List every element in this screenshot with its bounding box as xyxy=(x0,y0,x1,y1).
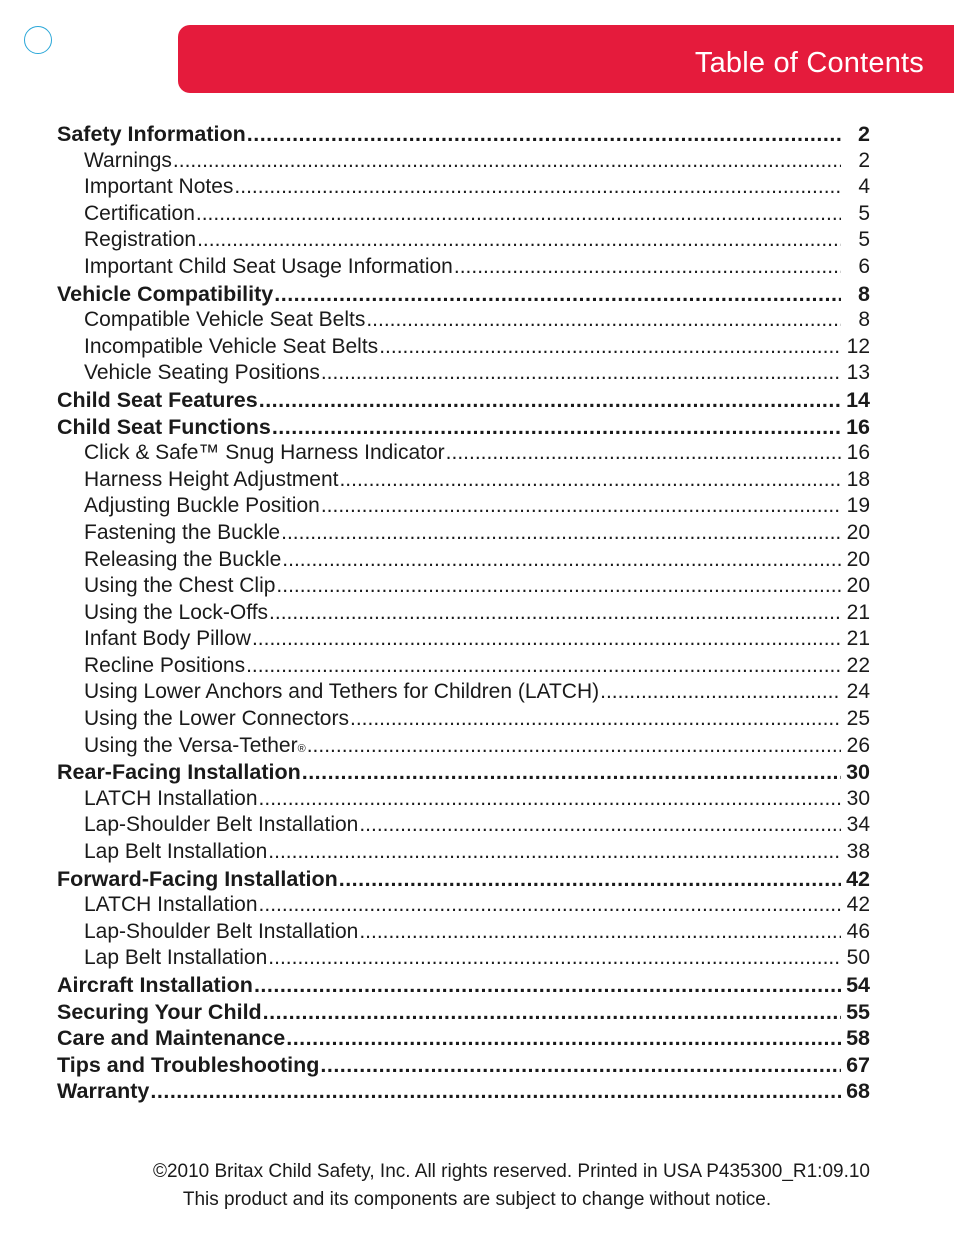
toc-dot-leader xyxy=(359,813,841,837)
toc-page-number: 46 xyxy=(846,919,870,943)
toc-page-number: 14 xyxy=(846,387,870,412)
toc-entry-label: Child Seat Features xyxy=(57,387,258,412)
toc-entry-label: Certification xyxy=(84,201,195,225)
toc-subsection-entry[interactable] xyxy=(57,361,870,388)
toc-entry-label: Child Seat Functions xyxy=(57,414,271,439)
toc-dot-leader xyxy=(252,627,841,651)
toc-dot-leader xyxy=(259,787,841,811)
toc-dot-leader xyxy=(246,654,841,678)
toc-subsection-entry[interactable] xyxy=(57,308,870,335)
toc-section-entry[interactable] xyxy=(57,388,870,415)
toc-section-entry[interactable] xyxy=(57,415,870,442)
toc-entry-label: Lap-Shoulder Belt Installation xyxy=(84,813,359,837)
toc-page-number: 16 xyxy=(846,414,870,439)
toc-dot-leader xyxy=(150,1079,841,1104)
toc-page-number: 30 xyxy=(846,786,870,810)
toc-entry-label: Vehicle Seating Positions xyxy=(84,361,320,385)
toc-dot-leader xyxy=(321,361,841,385)
toc-entry-label: Important Child Seat Usage Information xyxy=(84,254,453,278)
toc-entry-label: LATCH Installation xyxy=(84,893,258,917)
toc-subsection-entry[interactable] xyxy=(57,175,870,202)
toc-entry-label: Lap-Shoulder Belt Installation xyxy=(84,919,359,943)
toc-page-number: 8 xyxy=(858,308,870,332)
toc-subsection-entry[interactable]: Using the Versa-Tether ® ..... 26 xyxy=(57,734,870,761)
toc-page-number: 20 xyxy=(846,547,870,571)
toc-page-number: 68 xyxy=(846,1079,870,1104)
toc-dot-leader xyxy=(454,255,841,279)
toc-page-number: 22 xyxy=(846,653,870,677)
toc-subsection-entry[interactable] xyxy=(57,574,870,601)
toc-page-number: 12 xyxy=(846,334,870,358)
toc-page-number: 16 xyxy=(846,441,870,465)
toc-page-number: 4 xyxy=(858,175,870,199)
toc-dot-leader xyxy=(379,335,841,359)
toc-entry-label: Registration xyxy=(84,228,197,252)
toc-dot-leader xyxy=(286,1026,841,1051)
toc-dot-leader xyxy=(274,282,841,307)
toc-entry-label: Lap Belt Installation xyxy=(84,946,268,970)
toc-dot-leader xyxy=(259,388,841,413)
page-title: Table of Contents xyxy=(694,47,924,79)
toc-dot-leader xyxy=(359,920,841,944)
toc-entry-label: Adjusting Buckle Position xyxy=(84,494,320,518)
toc-page-number: 21 xyxy=(846,627,870,651)
toc-page-number: 2 xyxy=(858,148,870,172)
toc-entry-label: Care and Maintenance xyxy=(57,1026,286,1051)
toc-dot-leader xyxy=(234,175,841,199)
toc-subsection-entry[interactable] xyxy=(57,893,870,920)
toc-dot-leader xyxy=(254,973,841,998)
toc-page-number: 42 xyxy=(846,866,870,891)
copyright-text: ©2010 Britax Child Safety, Inc. All rights reserved. Printed in USA P435300_R1:09.10 xyxy=(152,1161,870,1182)
toc-subsection-entry[interactable] xyxy=(57,149,870,176)
toc-dot-leader xyxy=(268,840,841,864)
toc-dot-leader xyxy=(446,441,841,465)
toc-entry-label: Using the Chest Clip xyxy=(84,574,276,598)
toc-entry-label: Warnings xyxy=(84,148,172,172)
toc-section-entry[interactable] xyxy=(57,973,870,1000)
toc-subsection-entry[interactable] xyxy=(57,521,870,548)
toc-subsection-entry[interactable] xyxy=(57,468,870,495)
toc-subsection-entry[interactable] xyxy=(57,548,870,575)
toc-entry-label: Securing Your Child xyxy=(57,999,262,1024)
toc-dot-leader xyxy=(282,548,841,572)
toc-entry-label: Infant Body Pillow xyxy=(84,627,251,651)
toc-subsection-entry[interactable] xyxy=(57,202,870,229)
toc-dot-leader xyxy=(321,494,841,518)
toc-page-number: 55 xyxy=(846,999,870,1024)
toc-entry-label: Incompatible Vehicle Seat Belts xyxy=(84,334,379,358)
toc-entry-label: Using the Versa-Tether xyxy=(84,733,298,757)
toc-entry-label: Compatible Vehicle Seat Belts xyxy=(84,308,366,332)
toc-subsection-entry[interactable] xyxy=(57,255,870,282)
toc-subsection-entry[interactable] xyxy=(57,627,870,654)
toc-subsection-entry[interactable] xyxy=(57,840,870,867)
toc-section-entry[interactable] xyxy=(57,1026,870,1053)
toc-entry-label: Lap Belt Installation xyxy=(84,840,268,864)
toc-dot-leader xyxy=(259,893,841,917)
toc-entry-label: Using the Lower Connectors xyxy=(84,707,349,731)
toc-subsection-entry[interactable] xyxy=(57,654,870,681)
toc-entry-label: Recline Positions xyxy=(84,653,246,677)
toc-subsection-entry[interactable] xyxy=(57,441,870,468)
toc-dot-leader xyxy=(268,946,841,970)
toc-page-number: 8 xyxy=(858,281,870,306)
toc-entry-label: Harness Height Adjustment xyxy=(84,467,339,491)
page-corner-circle-icon xyxy=(24,26,52,54)
toc-page-number: 25 xyxy=(846,707,870,731)
toc-page-number: 50 xyxy=(846,946,870,970)
toc-dot-leader xyxy=(366,308,841,332)
toc-page-number: 30 xyxy=(846,760,870,785)
toc-dot-leader xyxy=(302,760,841,785)
toc-section-entry[interactable] xyxy=(57,760,870,787)
toc-dot-leader xyxy=(272,415,841,440)
toc-dot-leader xyxy=(350,707,841,731)
toc-page-number: 54 xyxy=(846,973,870,997)
toc-section-entry[interactable] xyxy=(57,282,870,309)
toc-dot-leader xyxy=(600,680,841,704)
toc-page-number: 19 xyxy=(846,494,870,518)
toc-dot-leader xyxy=(247,122,841,147)
toc-entry-label: Warranty xyxy=(57,1079,150,1104)
toc-entry-label: Click & Safe™ Snug Harness Indicator xyxy=(84,441,445,465)
toc-section-entry[interactable] xyxy=(57,1000,870,1027)
toc-subsection-entry[interactable] xyxy=(57,680,870,707)
toc-subsection-entry[interactable] xyxy=(57,946,870,973)
footer xyxy=(0,1158,954,1214)
toc-dot-leader xyxy=(281,521,841,545)
toc-page-number: 18 xyxy=(846,467,870,491)
toc-page-number: 24 xyxy=(846,680,870,704)
toc-subsection-entry[interactable] xyxy=(57,494,870,521)
toc-entry-label: Fastening the Buckle xyxy=(84,520,281,544)
toc-entry-label: Releasing the Buckle xyxy=(84,547,282,571)
toc-entry-label: LATCH Installation xyxy=(84,786,258,810)
toc-subsection-entry[interactable] xyxy=(57,228,870,255)
toc-page-number: 6 xyxy=(858,254,870,278)
toc-page-number: 5 xyxy=(858,201,870,225)
toc-page-number: 2 xyxy=(858,122,870,146)
toc-entry-label: Vehicle Compatibility xyxy=(57,281,274,306)
toc-entry-label: Aircraft Installation xyxy=(57,973,253,997)
toc-dot-leader xyxy=(173,149,841,173)
change-notice-text: This product and its components are subject to change without notice. xyxy=(182,1189,772,1210)
toc-section-entry[interactable] xyxy=(57,122,870,149)
toc-page-number: 26 xyxy=(846,733,870,757)
toc-subsection-entry[interactable] xyxy=(57,601,870,628)
toc-entry-label: Using Lower Anchors and Tethers for Children (LATCH) xyxy=(84,680,600,704)
toc-entry-label: Rear-Facing Installation xyxy=(57,760,301,785)
toc-dot-leader xyxy=(269,601,841,625)
toc-dot-leader xyxy=(339,468,841,492)
toc-subsection-entry[interactable] xyxy=(57,335,870,362)
toc-entry-label: Forward-Facing Installation xyxy=(57,866,338,891)
toc-dot-leader xyxy=(263,1000,841,1025)
toc-section-entry[interactable] xyxy=(57,1079,870,1106)
toc-dot-leader xyxy=(197,228,841,252)
toc-page-number: 5 xyxy=(858,228,870,252)
toc-subsection-entry[interactable] xyxy=(57,813,870,840)
toc-page-number: 21 xyxy=(846,600,870,624)
toc-dot-leader xyxy=(320,1053,841,1078)
toc-entry-label: Important Notes xyxy=(84,175,234,199)
toc-entry-label: Safety Information xyxy=(57,122,246,146)
table-of-contents xyxy=(57,122,870,1106)
toc-page-number: 38 xyxy=(846,840,870,864)
toc-page-number: 34 xyxy=(846,813,870,837)
toc-entry-label: Tips and Troubleshooting xyxy=(57,1052,320,1077)
toc-subsection-entry[interactable] xyxy=(57,707,870,734)
header-bar xyxy=(178,25,954,93)
toc-page-number: 67 xyxy=(846,1052,870,1077)
toc-section-entry[interactable] xyxy=(57,867,870,894)
toc-page-number: 58 xyxy=(846,1026,870,1051)
toc-dot-leader xyxy=(196,202,841,226)
toc-dot-leader xyxy=(339,867,841,892)
toc-page-number: 20 xyxy=(846,574,870,598)
toc-subsection-entry[interactable] xyxy=(57,787,870,814)
toc-page-number: 20 xyxy=(846,520,870,544)
toc-page-number: 42 xyxy=(846,893,870,917)
toc-dot-leader xyxy=(307,734,841,758)
toc-page-number: 13 xyxy=(846,361,870,385)
toc-dot-leader xyxy=(276,574,841,598)
toc-subsection-entry[interactable] xyxy=(57,920,870,947)
toc-section-entry[interactable] xyxy=(57,1053,870,1080)
toc-entry-label: Using the Lock-Offs xyxy=(84,600,269,624)
